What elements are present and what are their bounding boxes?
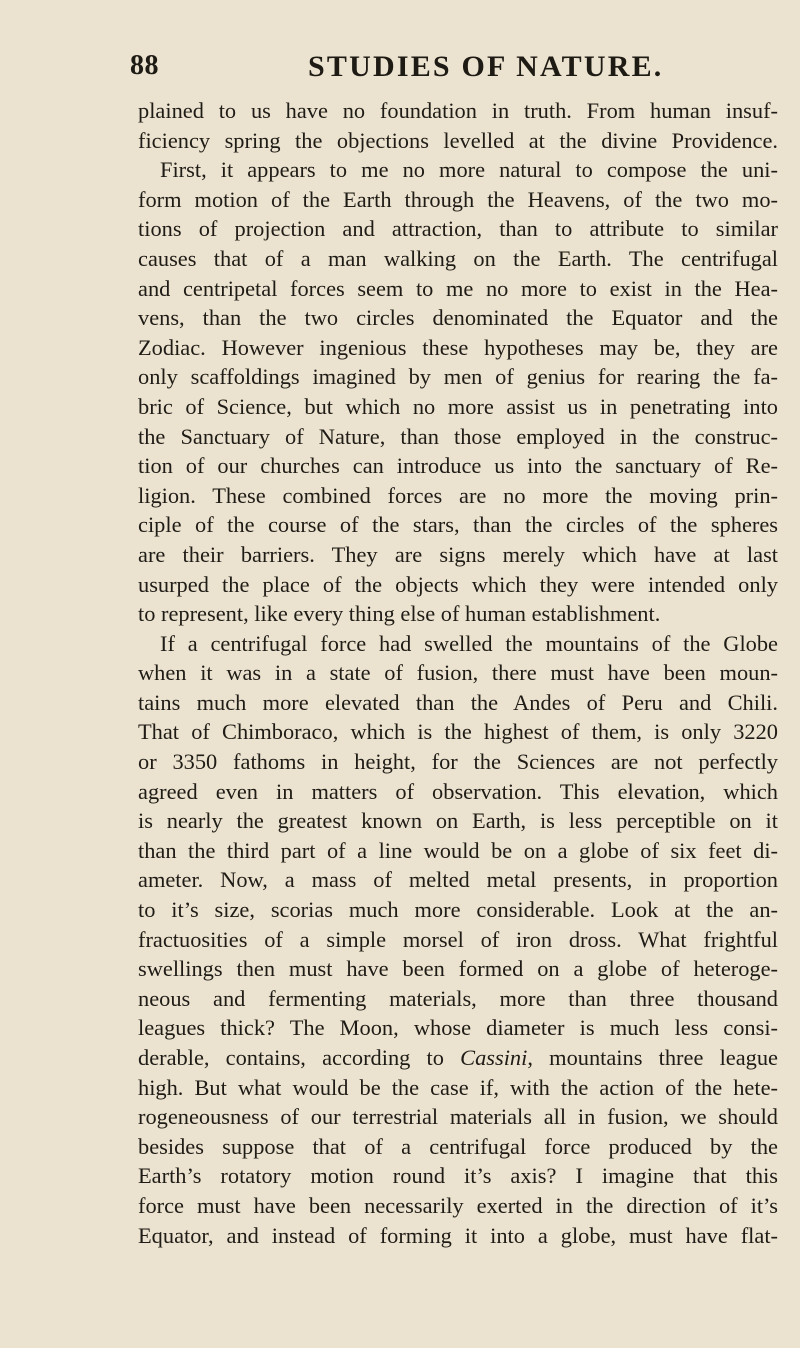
page-number: 88 (130, 50, 159, 81)
text-line (138, 777, 778, 807)
text-line (138, 895, 778, 925)
text-line-content: rogeneousness of our terrestrial materials all in fusion, we should (138, 1104, 778, 1130)
text-line (138, 658, 778, 688)
text-line-content: vens, than the two circles denominated the Equator and the (138, 305, 778, 331)
text-line-content: fractuosities of a simple morsel of iron dross. What frightful (138, 926, 778, 952)
text-line (138, 1013, 778, 1043)
text-line (138, 333, 778, 363)
text-line-content: bric of Science, but which no more assist us in penetrating into (138, 393, 778, 419)
text-line-content: Earth’s rotatory motion round it’s axis? I imagine that this (138, 1163, 778, 1189)
text-line (138, 1161, 778, 1191)
text-line-content: to it’s size, scorias much more considerable. Look at the an- (138, 897, 778, 923)
text-line-content: the Sanctuary of Nature, than those employed in the construc- (138, 423, 778, 449)
text-line-content: ligion. These combined forces are no more the moving prin- (138, 482, 778, 508)
text-line (138, 1102, 778, 1132)
text-line (138, 362, 778, 392)
text-line-content: First, it appears to me no more natural to compose the uni- (160, 157, 778, 183)
text-line (138, 244, 778, 274)
text-line (138, 481, 778, 511)
text-line-content: , mountains three league (527, 1045, 778, 1070)
text-line-content: causes that of a man walking on the Earth. The centrifugal (138, 245, 778, 271)
text-line-content: agreed even in matters of observation. This elevation, which (138, 778, 778, 804)
text-line (138, 1221, 778, 1251)
text-line (138, 836, 778, 866)
text-line (138, 392, 778, 422)
italic-name: Cassini (460, 1045, 528, 1070)
text-line (138, 599, 778, 629)
text-line (138, 96, 778, 126)
text-line-content: ficiency spring the objections levelled at the divine Providence. (138, 127, 778, 153)
text-line-content: high. But what would be the case if, with the action of the hete- (138, 1074, 778, 1100)
text-line-content: leagues thick? The Moon, whose diameter is much less consi- (138, 1015, 778, 1041)
text-line (138, 629, 778, 659)
page-header (130, 50, 780, 90)
text-line-content: ameter. Now, a mass of melted metal presents, in proportion (138, 867, 778, 893)
text-line (138, 747, 778, 777)
text-line-content: and centripetal forces seem to me no more to exist in the Hea- (138, 275, 778, 301)
text-line (138, 570, 778, 600)
text-line-content: usurped the place of the objects which they were intended only (138, 571, 778, 597)
text-line (138, 954, 778, 984)
text-line (138, 1073, 778, 1103)
text-line (138, 155, 778, 185)
text-line (138, 806, 778, 836)
text-line-content: tions of projection and attraction, than to attribute to similar (138, 216, 778, 242)
text-line (138, 984, 778, 1014)
text-line-content: ciple of the course of the stars, than the circles of the spheres (138, 512, 778, 538)
text-line-content: derable, contains, according to (138, 1045, 461, 1070)
text-line (138, 925, 778, 955)
text-line-content: If a centrifugal force had swelled the mountains of the Globe (160, 630, 778, 656)
text-line-content: is nearly the greatest known on Earth, is less perceptible on it (138, 808, 778, 834)
body-text (138, 96, 778, 1250)
running-head: STUDIES OF NATURE. (308, 50, 664, 83)
text-line (138, 303, 778, 333)
text-line (138, 274, 778, 304)
text-line (138, 510, 778, 540)
text-line-content: Equator, and instead of forming it into a globe, must have flat- (138, 1222, 778, 1248)
text-line (138, 422, 778, 452)
text-line-content: neous and fermenting materials, more than three thousand (138, 985, 778, 1011)
text-line-content: only scaffoldings imagined by men of genius for rearing the fa- (138, 364, 778, 390)
text-line (138, 1043, 778, 1073)
text-line-content: Zodiac. However ingenious these hypotheses may be, they are (138, 334, 778, 360)
text-line-content: tion of our churches can introduce us into the sanctuary of Re- (138, 453, 778, 479)
text-line-content: when it was in a state of fusion, there must have been moun- (138, 660, 778, 686)
text-line (138, 688, 778, 718)
text-line (138, 865, 778, 895)
text-line-content: tains much more elevated than the Andes of Peru and Chili. (138, 689, 778, 715)
text-line (138, 1132, 778, 1162)
text-line (138, 185, 778, 215)
text-line-content: swellings then must have been formed on a globe of heteroge- (138, 956, 778, 982)
text-line (138, 717, 778, 747)
text-line-content: to represent, like every thing else of human establishment. (138, 601, 661, 627)
text-line (138, 451, 778, 481)
text-line-content: than the third part of a line would be on a globe of six feet di- (138, 837, 778, 863)
text-line-content: form motion of the Earth through the Heavens, of the two mo- (138, 186, 778, 212)
text-line-content: besides suppose that of a centrifugal force produced by the (138, 1133, 778, 1159)
text-line (138, 1191, 778, 1221)
text-line-content: or 3350 fathoms in height, for the Sciences are not perfectly (138, 749, 778, 775)
text-line-content: That of Chimboraco, which is the highest of them, is only 3220 (138, 719, 778, 745)
text-line (138, 126, 778, 156)
text-line-content: force must have been necessarily exerted in the direction of it’s (138, 1192, 778, 1218)
text-line (138, 540, 778, 570)
text-line (138, 214, 778, 244)
text-line-content: plained to us have no foundation in truth. From human insuf- (138, 98, 778, 123)
text-line-content: are their barriers. They are signs merely which have at last (138, 541, 778, 567)
